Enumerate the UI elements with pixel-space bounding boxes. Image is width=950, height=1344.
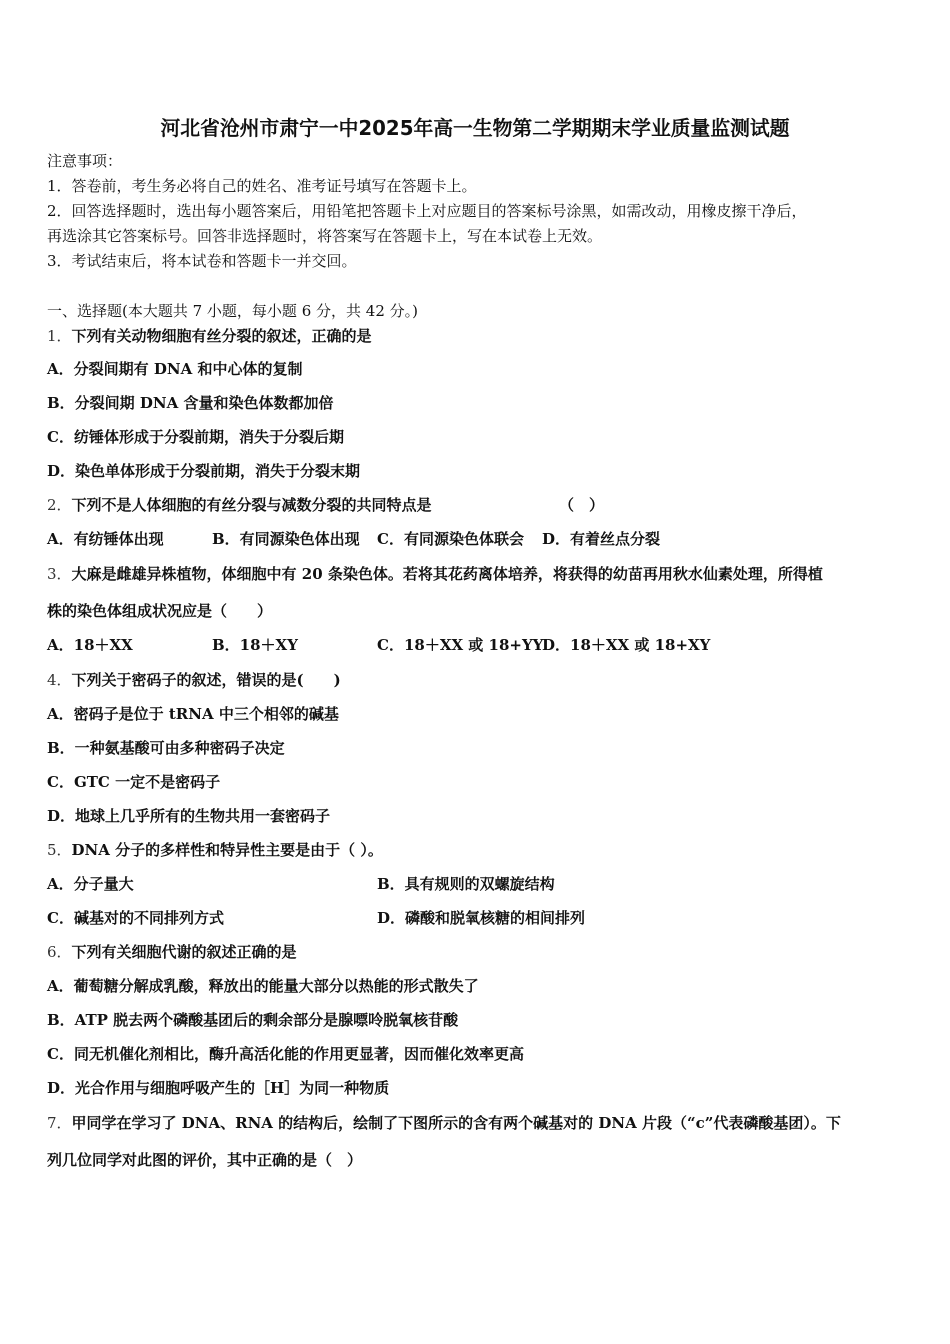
question-3-cont: 株的染色体组成状况应是（ ） <box>47 602 273 620</box>
question-5 <box>47 840 383 860</box>
question-stem: 大麻是雌雄异株植物，体细胞中有 20 条染色体。若将其花药离体培养，将获得的幼苗再用秋水仙素处理，所得植 <box>71 565 823 583</box>
q3-option-c: C．18＋XX 或 18+YY <box>377 636 544 654</box>
notice-item-2a: 2．回答选择题时，选出每小题答案后，用铅笔把答题卡上对应题目的答案标号涂黑，如需改动，用橡皮擦干净后， <box>47 202 807 220</box>
notice-heading: 注意事项： <box>47 152 123 170</box>
question-stem: 下列有关动物细胞有丝分裂的叙述，正确的是 <box>71 327 372 345</box>
question-6 <box>47 942 297 962</box>
q4-option-d: D．地球上几乎所有的生物共用一套密码子 <box>47 807 331 825</box>
q3-option-b: B．18＋XY <box>212 636 298 654</box>
q4-option-a: A．密码子是位于 tRNA 中三个相邻的碱基 <box>47 705 339 723</box>
question-stem: 甲同学在学习了 DNA、RNA 的结构后，绘制了下图所示的含有两个碱基对的 DNA 片段（“c”代表磷酸基团）。下 <box>71 1114 841 1132</box>
q1-option-c: C．纺锤体形成于分裂前期，消失于分裂后期 <box>47 428 344 446</box>
q4-option-c: C．GTC 一定不是密码子 <box>47 773 221 791</box>
q3-option-d: D．18＋XX 或 18+XY <box>542 636 711 654</box>
question-4 <box>47 670 341 690</box>
q6-option-a: A．葡萄糖分解成乳酸，释放出的能量大部分以热能的形式散失了 <box>47 977 479 995</box>
q2-option-b: B．有同源染色体出现 <box>212 530 360 548</box>
notice-item-2b: 再选涂其它答案标号。回答非选择题时，将答案写在答题卡上，写在本试卷上无效。 <box>47 227 603 245</box>
question-number: 6． <box>47 943 72 961</box>
notice-item-1: 1．答卷前，考生务必将自己的姓名、准考证号填写在答题卡上。 <box>47 177 477 195</box>
q2-option-d: D．有着丝点分裂 <box>542 530 661 548</box>
question-number: 1． <box>47 327 72 345</box>
question-7 <box>47 1113 841 1133</box>
q2-option-c: C．有同源染色体联会 <box>377 530 524 548</box>
q3-option-a: A．18＋XX <box>47 636 133 654</box>
question-7-cont: 列几位同学对此图的评价，其中正确的是（ ） <box>47 1151 363 1169</box>
question-number: 3． <box>47 565 72 583</box>
q1-option-a: A．分裂间期有 DNA 和中心体的复制 <box>47 360 303 378</box>
q5-option-b: B．具有规则的双螺旋结构 <box>377 875 555 893</box>
q6-option-c: C．同无机催化剂相比，酶升高活化能的作用更显著，因而催化效率更高 <box>47 1045 524 1063</box>
q5-option-a: A．分子量大 <box>47 875 134 893</box>
question-number: 4． <box>47 671 72 689</box>
question-2 <box>47 495 432 515</box>
q1-option-b: B．分裂间期 DNA 含量和染色体数都加倍 <box>47 394 334 412</box>
q4-option-b: B．一种氨基酸可由多种密码子决定 <box>47 739 285 757</box>
question-stem: 下列关于密码子的叙述，错误的是( ) <box>71 671 341 689</box>
question-number: 5． <box>47 841 72 859</box>
answer-paren: （ ） <box>559 496 605 514</box>
section-heading: 一、选择题(本大题共 7 小题，每小题 6 分，共 42 分。) <box>47 302 418 320</box>
q5-option-c: C．碱基对的不同排列方式 <box>47 909 224 927</box>
q5-option-d: D．磷酸和脱氧核糖的相间排列 <box>377 909 586 927</box>
q6-option-b: B．ATP 脱去两个磷酸基团后的剩余部分是腺嘌呤脱氧核苷酸 <box>47 1011 459 1029</box>
question-stem: 下列有关细胞代谢的叙述正确的是 <box>71 943 297 961</box>
q6-option-d: D．光合作用与细胞呼吸产生的［H］为同一种物质 <box>47 1079 390 1097</box>
question-number: 7． <box>47 1114 72 1132</box>
question-stem: 下列不是人体细胞的有丝分裂与减数分裂的共同特点是 <box>71 496 432 514</box>
q1-option-d: D．染色单体形成于分裂前期，消失于分裂末期 <box>47 462 361 480</box>
question-number: 2． <box>47 496 72 514</box>
question-1 <box>47 326 372 346</box>
q2-option-a: A．有纺锤体出现 <box>47 530 164 548</box>
page-title: 河北省沧州市肃宁一中2025年高一生物第二学期期末学业质量监测试题 <box>160 116 790 140</box>
question-stem: DNA 分子的多样性和特异性主要是由于（ ）。 <box>71 841 383 859</box>
notice-item-3: 3．考试结束后，将本试卷和答题卡一并交回。 <box>47 252 357 270</box>
question-3 <box>47 564 823 584</box>
